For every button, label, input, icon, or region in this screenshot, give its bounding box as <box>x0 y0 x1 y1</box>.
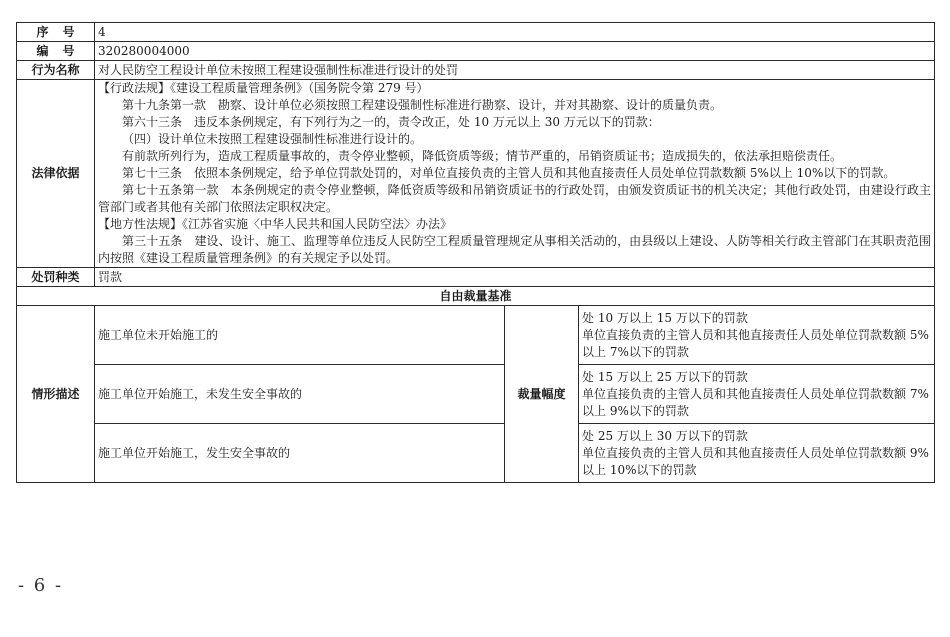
discretion-row <box>17 306 935 365</box>
code-value: 320280004000 <box>95 42 935 61</box>
page-number: - 6 - <box>18 575 64 596</box>
code-label: 编号 <box>17 42 95 61</box>
range-cell <box>579 424 935 483</box>
scenario-cell: 施工单位未开始施工的 <box>95 306 505 365</box>
basis-line: 有前款所列行为，造成工程质量事故的，责令停业整顿，降低资质等级；情节严重的，吊销资质证书；造成损失的，依法承担赔偿责任。 <box>122 149 843 163</box>
basis-line: 【地方性法规】《江苏省实施〈中华人民共和国人民防空法〉办法》 <box>98 217 453 231</box>
range-personal-fine: 单位直接负责的主管人员和其他直接责任人员处单位罚款数额 9%以上 10%以下的罚款 <box>582 445 929 477</box>
range-fine: 处 10 万以上 15 万以下的罚款 <box>582 310 748 325</box>
row-act-name <box>17 61 935 80</box>
act-name-label: 行为名称 <box>17 61 95 80</box>
basis-line: 【行政法规】《建设工程质量管理条例》（国务院令第 279 号） <box>98 81 429 95</box>
basis-line: （四）设计单位未按照工程建设强制性标准进行设计的。 <box>122 132 423 146</box>
act-name-value: 对人民防空工程设计单位未按照工程建设强制性标准进行设计的处罚 <box>95 61 935 80</box>
discretion-row <box>17 365 935 424</box>
penalty-type-value: 罚款 <box>95 268 935 287</box>
basis-line: 第七十三条 依照本条例规定，给予单位罚款处罚的，对单位直接负责的主管人员和其他直接责任人员处单位罚款数额 5%以上 10%以下的罚款。 <box>122 166 896 180</box>
range-label: 裁量幅度 <box>505 306 579 483</box>
range-personal-fine: 单位直接负责的主管人员和其他直接责任人员处单位罚款数额 7%以上 9%以下的罚款 <box>582 386 929 418</box>
basis-line: 第七十五条第一款 本条例规定的责令停业整顿，降低资质等级和吊销资质证书的行政处罚，由颁发资质证书的机关决定；其他行政处罚，由建设行政主管部门或者其他有关部门依照法定职权决定。 <box>98 183 932 214</box>
range-fine: 处 25 万以上 30 万以下的罚款 <box>582 428 748 443</box>
scenario-label: 情形描述 <box>17 306 95 483</box>
row-penalty-type <box>17 268 935 287</box>
range-cell <box>579 306 935 365</box>
penalty-table <box>16 22 935 483</box>
discretion-title: 自由裁量基准 <box>17 287 935 306</box>
basis-line: 第六十三条 违反本条例规定，有下列行为之一的，责令改正，处 10 万元以上 30 万元以下的罚款： <box>122 115 660 129</box>
basis-line: 第十九条第一款 勘察、设计单位必须按照工程建设强制性标准进行勘察、设计，并对其勘察、设计的质量负责。 <box>122 98 723 112</box>
basis-line: 第三十五条 建设、设计、施工、监理等单位违反人民防空工程质量管理规定从事相关活动的，由县级以上建设、人防等相关行政主管部门在其职责范围内按照《建设工程质量管理条例》的有关规定予以处罚。 <box>98 234 932 265</box>
range-personal-fine: 单位直接负责的主管人员和其他直接责任人员处单位罚款数额 5%以上 7%以下的罚款 <box>582 327 929 359</box>
row-code <box>17 42 935 61</box>
row-legal-basis <box>17 80 935 268</box>
legal-basis-content <box>95 80 935 268</box>
scenario-cell: 施工单位开始施工，发生安全事故的 <box>95 424 505 483</box>
discretion-row <box>17 424 935 483</box>
range-cell <box>579 365 935 424</box>
serial-value: 4 <box>95 23 935 42</box>
scenario-cell: 施工单位开始施工，未发生安全事故的 <box>95 365 505 424</box>
range-fine: 处 15 万以上 25 万以下的罚款 <box>582 369 748 384</box>
row-discretion-title <box>17 287 935 306</box>
serial-label: 序号 <box>17 23 95 42</box>
legal-basis-label: 法律依据 <box>17 80 95 268</box>
row-serial <box>17 23 935 42</box>
document-page <box>16 22 934 483</box>
penalty-type-label: 处罚种类 <box>17 268 95 287</box>
